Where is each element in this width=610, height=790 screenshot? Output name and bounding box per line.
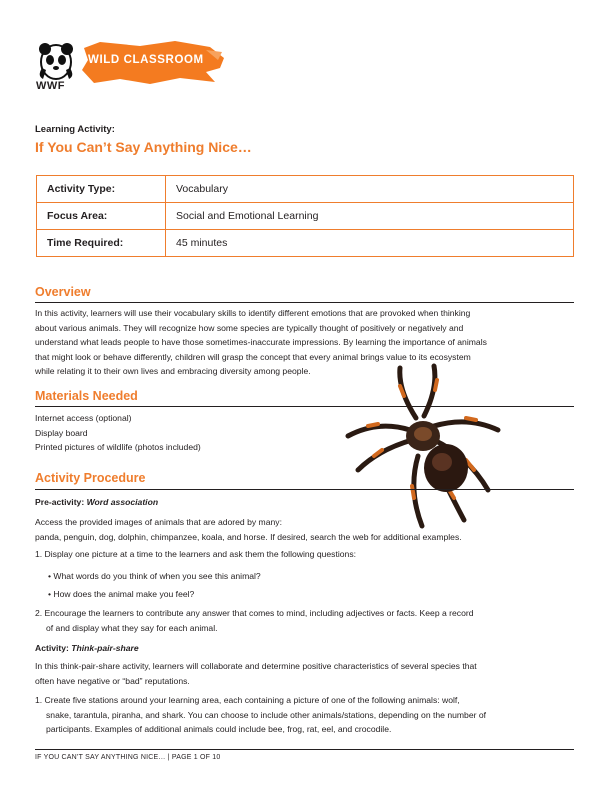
table-key: Activity Type: [37,176,166,203]
overview-heading: Overview [35,285,91,299]
text-line: about various animals. They will recognize how some species are typically thought of positively or negatively and [35,322,464,333]
text-line: Access the provided images of animals that are adored by many: [35,517,282,527]
section-divider [35,489,574,490]
pre-activity-label [35,495,158,510]
text-line: of and display what they say for each animal. [46,622,218,633]
activity-prefix: Activity: [35,643,69,653]
list-item: Printed pictures of wildlife (photos included) [35,442,201,453]
text-line: snake, tarantula, piranha, and shark. You can choose to include other animals/stations, depending on the number of [46,709,487,720]
activity-step-1 [35,693,575,737]
text-line: In this activity, learners will use their vocabulary skills to identify different emotions that are provoked when thinking [35,308,471,318]
page-title: If You Can’t Say Anything Nice… [35,139,252,155]
section-divider [35,302,574,303]
pre-activity-name: Word association [86,497,159,507]
step-1: 1. Display one picture at a time to the learners and ask them the following questions: [35,549,357,559]
tarantula-image [338,360,506,532]
footer-divider [35,749,574,750]
text-line: 2. Encourage the learners to contribute any answer that comes to mind, including adjectives or facts. Keep a record [35,608,474,618]
text-line: participants. Examples of additional animals could include bee, frog, rat, eel, and crocodile. [46,724,392,735]
text-line: that might look or behave differently, children will grasp the concept that every animal brings value to its ecosystem [35,351,471,362]
list-item: Display board [35,427,88,438]
bullet-item: • How does the animal make you feel? [48,589,195,599]
table-row [37,230,574,257]
table-value: Social and Emotional Learning [166,203,574,230]
step-2 [35,606,575,635]
table-key: Focus Area: [37,203,166,230]
procedure-heading: Activity Procedure [35,471,146,485]
info-table [36,175,574,257]
page-footer: IF YOU CAN’T SAY ANYTHING NICE… | PAGE 1 OF 10 [35,754,221,761]
program-name: WILD CLASSROOM [88,54,204,66]
text-line: while relating it to their own lives and embracing diversity among people. [35,366,311,377]
pre-activity-text [35,515,575,544]
text-line: often have negative or “bad” reputations. [35,675,190,686]
table-row [37,176,574,203]
text-line: panda, penguin, dog, dolphin, chimpanzee, koala, and horse. If desired, search the web for additional examples. [35,531,462,542]
table-row [37,203,574,230]
activity-label: Learning Activity: [35,124,115,135]
activity-name: Think-pair-share [71,643,139,653]
bullet-item: • What words do you think of when you see this animal? [48,571,261,581]
activity-text [35,659,575,688]
pre-activity-prefix: Pre-activity: [35,497,85,507]
activity-label-row [35,641,139,656]
text-line: In this think-pair-share activity, learners will collaborate and determine positive characteristics of several species that [35,661,477,671]
table-value: 45 minutes [166,230,574,257]
org-name: WWF [36,80,65,92]
list-item: Internet access (optional) [35,413,132,423]
table-value: Vocabulary [166,176,574,203]
materials-heading: Materials Needed [35,389,138,403]
text-line: understand what leads people to have those sometimes-inaccurate impressions. By learning the importance of animals [35,337,487,348]
text-line: 1. Create five stations around your learning area, each containing a picture of one of the following animals: wolf, [35,695,460,705]
table-key: Time Required: [37,230,166,257]
